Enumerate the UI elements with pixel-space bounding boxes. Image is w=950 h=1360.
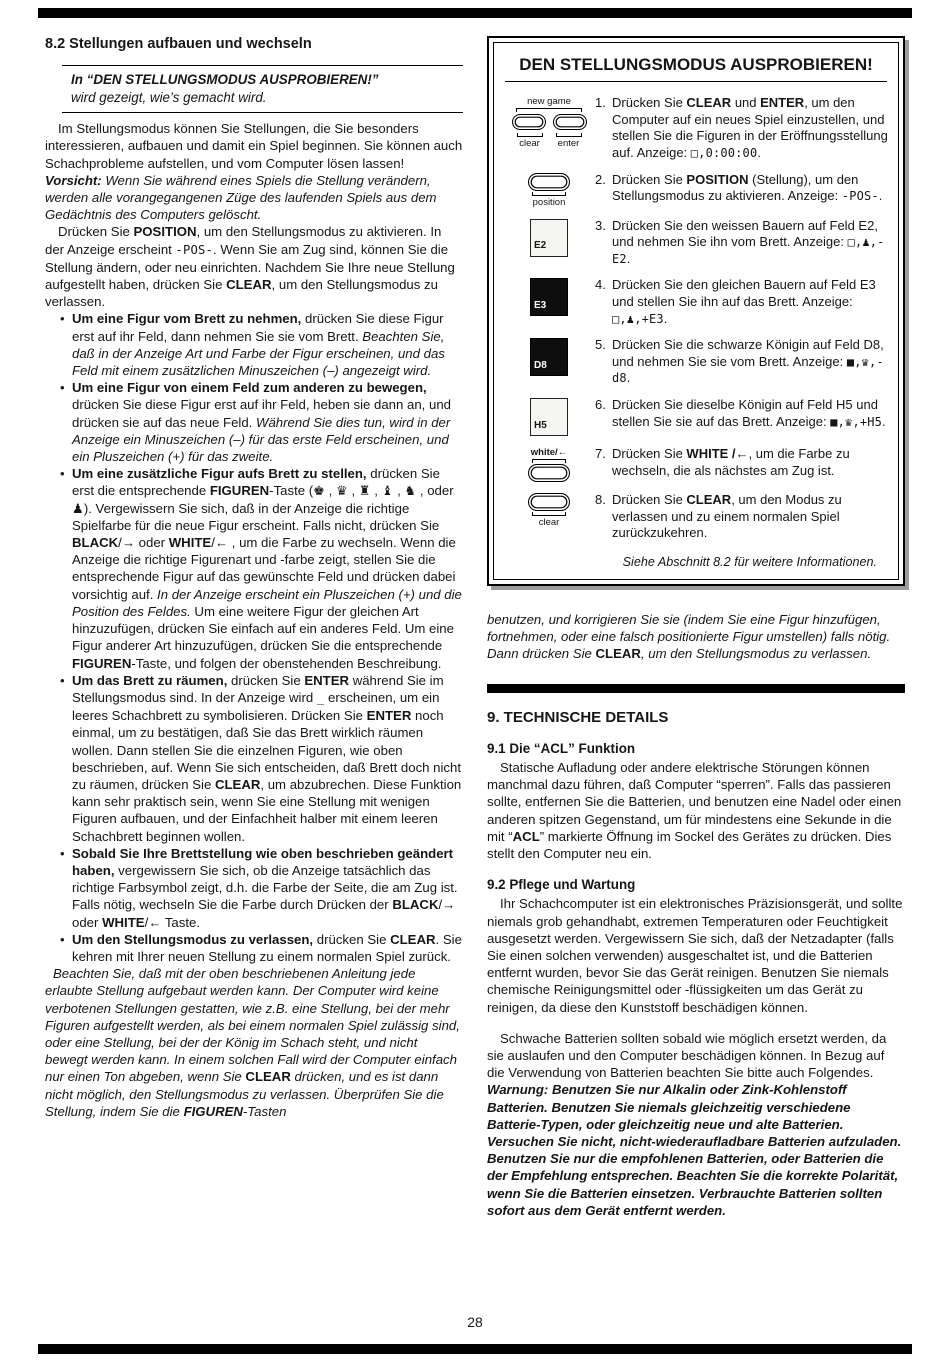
bullet-item: • Um den Stellungsmodus zu verlassen, drücken Sie CLEAR. Sie kehren mit Ihrer neuen Stellung zu einem normalen Spiel zurück. (45, 931, 463, 965)
right-column (487, 36, 905, 1233)
clear-key-label: clear (538, 516, 560, 528)
page-columns (45, 36, 905, 1233)
step-row-1 (503, 95, 889, 161)
step-row-3 (503, 218, 889, 268)
bracket-mark (532, 192, 566, 196)
step-number: 5. (595, 337, 606, 353)
acl-function-paragraph: Statische Aufladung oder andere elektrische Störungen können manchmal dazu führen, daß Computer “sperren”. Falls das passieren sollte, entfernen Sie die Batterien, und benutzen eine Nadel oder einen anderen spitzen Gegenstand, um für mindestens eine Sekunde in die mit “ACL” markierte Öffnung im Sockel des Gerätes zu drücken. Dies stellt den Computer neu ein. (487, 759, 902, 861)
section-heading: 8.2 Stellungen aufbauen und wechseln (45, 36, 312, 52)
bracket-mark (532, 459, 566, 463)
new-game-keys-icon (512, 96, 587, 149)
board-square-h5-icon (530, 398, 568, 436)
care-maintenance-heading: 9.2 Pflege und Wartung (487, 877, 636, 893)
body-paragraph: Drücken Sie POSITION, um den Stellungsmodus zu aktivieren. In der Anzeige erscheint -POS-. Wenn Sie am Zug sind, können Sie die Stellung ändern, oder neu einrichten. Nachdem Sie Ihre neue Stellung aufgestellt haben, drücken Sie CLEAR, um den Stellungsmodus zu verlassen. (45, 224, 455, 310)
step-text: Drücken Sie POSITION (Stellung), um den Stellungsmodus zu aktivieren. Anzeige: -POS-. (612, 171, 883, 204)
top-rule-bar (38, 8, 912, 18)
step-row-8 (503, 492, 889, 542)
continuation-paragraph: benutzen, und korrigieren Sie sie (indem Sie eine Figur hinzufügen, fortnehmen, oder eine falsch positionierte Figur umstellen) falls nötig. Dann drücken Sie CLEAR, um den Stellungsmodus zu verlassen. (487, 611, 891, 662)
white-arrow-key-label: white/← (530, 446, 568, 458)
board-square-e3-icon (530, 278, 568, 316)
white-arrow-key (528, 464, 570, 482)
square-label: E2 (534, 240, 547, 252)
bracket-mark (532, 512, 566, 516)
square-label: D8 (534, 359, 547, 371)
closing-note-paragraph: Beachten Sie, daß mit der oben beschriebenen Anleitung jede erlaubte Stellung aufgebaut werden kann. Der Computer wird keine verbotenen Stellungen gestatten, wie z.B. eine Stellung, bei der mehr Figuren aufgestellt werden, als bei einem normalen Spiel zulässig sind, oder eine Stellung, bei der der König im Schach steht, und nicht bewegt werden kann. In einem solchen Fall wird der Computer einfach nur einen Ton abgeben, wenn Sie CLEAR drücken, und es ist dann nicht möglich, den Stellungsmodus zu verlassen. Überprüfen Sie die Stellung, indem Sie die FIGUREN-Tasten (45, 966, 460, 1119)
body-paragraph: Im Stellungsmodus können Sie Stellungen, die Sie besonders interessieren, aufbauen und damit ein Spiel beginnen. Sie können auch Schachprobleme aufstellen, und vom Computer lösen lassen! Vorsicht: Wenn Sie während eines Spiels die Stellung verändern, werden alle vorangegangenen Züge des laufenden Spiels aus dem Gedächtnis des Computers gelöscht. (45, 121, 463, 223)
intro-note (62, 65, 463, 113)
clear-key-icon-2 (528, 493, 570, 528)
step-number: 3. (595, 217, 606, 233)
step-text: Drücken Sie die schwarze Königin auf Feld D8, und nehmen Sie sie vom Brett. Anzeige: ■,♛,-d8. (612, 337, 884, 386)
step-text: Drücken Sie den gleichen Bauern auf Feld E3 und stellen Sie ihn auf das Brett. Anzeige: □,♟,+E3. (612, 277, 876, 326)
try-position-mode-box-inner (493, 42, 899, 580)
square-label: H5 (534, 419, 547, 431)
bracket-mark (517, 133, 543, 137)
step-text: Drücken Sie dieselbe Königin auf Feld H5 und stellen Sie sie auf das Brett. Anzeige: ■,♛,+H5. (612, 396, 886, 429)
left-column (45, 36, 463, 1120)
position-key (528, 173, 570, 191)
enter-key-label: enter (557, 138, 580, 150)
section-divider-bar (487, 684, 905, 693)
tech-details-heading: 9. TECHNISCHE DETAILS (487, 708, 669, 726)
intro-line-2: wird gezeigt, wie’s gemacht wird. (71, 89, 267, 105)
step-number: 6. (595, 396, 606, 412)
position-key-icon (528, 173, 570, 208)
step-row-6 (503, 397, 889, 436)
clear-key-label: clear (519, 138, 540, 150)
bullet-item: • Sobald Sie Ihre Brettstellung wie oben beschrieben geändert haben, vergewissern Sie sich, ob die Anzeige tatsächlich das richtige Farbsymbol zeigt, d.h. die Farbe der Seite, die am Zug ist. Falls nötig, wechseln Sie die Farbe durch Drücken der BLACK/→ oder WHITE/← Taste. (45, 845, 463, 931)
clear-key (528, 493, 570, 511)
board-square-d8-icon (530, 338, 568, 376)
step-row-5 (503, 337, 889, 387)
step-text: Drücken Sie WHITE /←, um die Farbe zu wechseln, die als nächstes am Zug ist. (612, 445, 850, 478)
care-paragraph-2: Schwache Batterien sollten sobald wie möglich ersetzt werden, da sie auslaufen und den Computer beschädigen können. In Bezug auf die Verwendung von Batterien beachten Sie bitte auch Folgendes. Warnung: Benutzen Sie nur Alkalin oder Zink-Kohlenstoff Batterien. Benutzen Sie niemals gleichzeitig verschiedene Batterie-Typen, oder gleichzeitig neue und alte Batterien. Versuchen Sie nicht, nicht-wiederaufladbare Batterien aufzuladen. Benutzen Sie nur die empfohlenen Batterien, oder Batterien die der Empfehlung entsprechen. Beachten Sie die korrekte Polarität, wenn Sie die Batterien einsetzen. Verbrauchte Batterien sollten sofort aus dem Gerät entfernt werden. (487, 1030, 902, 1218)
step-number: 1. (595, 95, 606, 111)
step-number: 2. (595, 171, 606, 187)
white-arrow-key-icon (528, 447, 570, 482)
bullet-list (45, 310, 463, 965)
clear-key-icon (512, 114, 546, 130)
acl-function-heading: 9.1 Die “ACL” Funktion (487, 740, 636, 756)
step-number: 7. (595, 445, 606, 461)
step-number: 4. (595, 277, 606, 293)
bullet-item: • Um eine Figur vom Brett zu nehmen, drücken Sie diese Figur erst auf ihr Feld, dann nehmen Sie sie vom Brett. Beachten Sie, daß in der Anzeige Art und Farbe der Figur erscheinen, und das Feld mit einem zusätzlichen Minuszeichen (–) angezeigt wird. (45, 310, 463, 379)
bracket-mark (516, 108, 582, 112)
step-row-2 (503, 172, 889, 208)
step-row-7 (503, 446, 889, 482)
board-square-e2-icon (530, 219, 568, 257)
bullet-item: • Um eine Figur von einem Feld zum anderen zu bewegen, drücken Sie diese Figur erst auf ihr Feld, heben sie dann an, und drücken sie auf das neue Feld. Während Sie dies tun, wird in der Anzeige ein Minuszeichen (–) für das erste Feld erscheinen, und ein Pluszeichen (+) für das zweite. (45, 379, 463, 465)
box-title-rule (505, 81, 887, 82)
step-text: Drücken Sie den weissen Bauern auf Feld E2, und nehmen Sie ihn vom Brett. Anzeige: □,♟,-E2. (612, 217, 885, 266)
square-label: E3 (534, 300, 547, 312)
box-title: DEN STELLUNGSMODUS AUSPROBIEREN! (519, 55, 873, 74)
page-number: 28 (467, 1314, 483, 1330)
bottom-rule-bar (38, 1344, 912, 1354)
step-row-4 (503, 277, 889, 327)
care-paragraph-1: Ihr Schachcomputer ist ein elektronisches Präzisionsgerät, und sollte niemals grob gehandhabt, extremen Temperaturen oder Feuchtigkeit ausgesetzt werden. Vergewissern Sie sich, daß der Netzadapter (falls Sie einen solchen verwenden) ausgeschaltet ist, und die Batterien entfernt wurden, bevor Sie das Gerät reinigen. Benutzen Sie niemals chemische Reinigungsmittel oder -flüssigkeiten um das Gerät zu reinigen, da diese den Kunststoff beschädigen können. (487, 896, 903, 1015)
intro-line-1: In “DEN STELLUNGSMODUS AUSPROBIEREN!” (71, 72, 379, 88)
box-footer-note: Siehe Abschnitt 8.2 für weitere Informationen. (622, 554, 877, 569)
enter-key-icon (553, 114, 587, 130)
step-text: Drücken Sie CLEAR, um den Modus zu verlassen und zu einem normalen Spiel zurückzukehren. (612, 491, 842, 541)
step-text: Drücken Sie CLEAR und ENTER, um den Computer auf ein neues Spiel einzustellen, und stellen Sie die Figuren in der Eröffnungsstellung auf. Anzeige: □,0:00:00. (612, 95, 888, 160)
step-number: 8. (595, 491, 606, 507)
bullet-item: • Um eine zusätzliche Figur aufs Brett zu stellen, drücken Sie erst die entsprechende FIGUREN-Taste (♚ , ♛ , ♜ , ♝ , ♞ , oder ♟). Vergewissern Sie sich, daß in der Anzeige die richtige Spielfarbe für die neue Figur erscheint. Falls nicht, drücken Sie BLACK/→ oder WHITE/← , um die Farbe zu wechseln. Wenn die Anzeige die richtige Figurenart und -farbe zeigt, stellen Sie die entsprechende Figur auf das gewünschte Feld und drücken dabei vorsichtig auf. In der Anzeige erscheint ein Pluszeichen (+) und die Position des Feldes. Um eine weitere Figur der gleichen Art hinzuzufügen, drücken Sie einfach auf ein anderes Feld. Um eine Figur anderer Art hinzuzufügen, drücken Sie die entsprechende FIGUREN-Taste, und folgen der obenstehenden Beschreibung. (45, 465, 463, 671)
new-game-key-label: new game (527, 96, 571, 108)
try-position-mode-box (487, 36, 905, 586)
position-key-label: position (532, 196, 566, 208)
bracket-mark (556, 133, 582, 137)
bullet-item: • Um das Brett zu räumen, drücken Sie ENTER während Sie im Stellungsmodus sind. In der Anzeige wird _ erscheinen, um ein leeres Schachbrett zu symbolisieren. Drücken Sie ENTER noch einmal, um zu bestätigen, daß Sie das Brett wirklich räumen wollen. Dann stellen Sie die einzelnen Figuren, wie oben beschrieben, auf. Wenn Sie sich entscheiden, daß Brett doch nicht zu räumen, drücken Sie CLEAR, um abzubrechen. Diese Funktion kann sehr praktisch sein, wenn Sie eine Stellung mit wenigen Figuren aufbauen, und der Einfachheit halber mit einem leeren Schachbrett beginnen wollen. (45, 672, 463, 845)
